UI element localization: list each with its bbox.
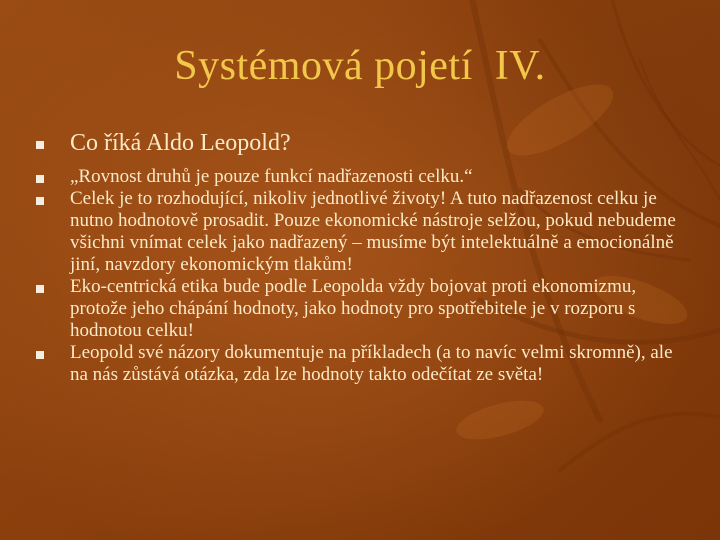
bullet-text: Co říká Aldo Leopold? <box>70 130 291 156</box>
bullet-item <box>36 188 686 276</box>
square-bullet-icon <box>36 175 44 183</box>
square-bullet-icon <box>36 351 44 359</box>
bullet-item <box>36 166 686 188</box>
bullet-text: Eko-centrická etika bude podle Leopolda vždy bojovat proti ekonomizmu, protože jeho chápání hodnoty, jako hodnoty pro spotřebitele je v rozporu s hodnotou celku! <box>70 276 637 341</box>
bullet-item <box>36 342 686 386</box>
bullet-list <box>36 128 686 386</box>
bullet-item <box>36 276 686 342</box>
square-bullet-icon <box>36 285 44 293</box>
bullet-text: „Rovnost druhů je pouze funkcí nadřazenosti celku.“ <box>70 166 473 187</box>
bullet-text: Celek je to rozhodující, nikoliv jednotlivé životy! A tuto nadřazenost celku je nutno hodnotově prosadit. Pouze ekonomické nástroje selžou, pokud nebudeme všichni vnímat celek jako nadřazený – musíme být intelektuálně a emocionálně jiní, navzdory ekonomickým tlakům! <box>70 188 676 275</box>
square-bullet-icon <box>36 141 44 149</box>
bullet-item <box>36 128 686 158</box>
slide-title: Systémová pojetí IV. <box>174 43 546 89</box>
bullet-text: Leopold své názory dokumentuje na příkladech (a to navíc velmi skromně), ale na nás zůstává otázka, zda lze hodnoty takto odečítat ze světa! <box>70 342 673 385</box>
square-bullet-icon <box>36 197 44 205</box>
